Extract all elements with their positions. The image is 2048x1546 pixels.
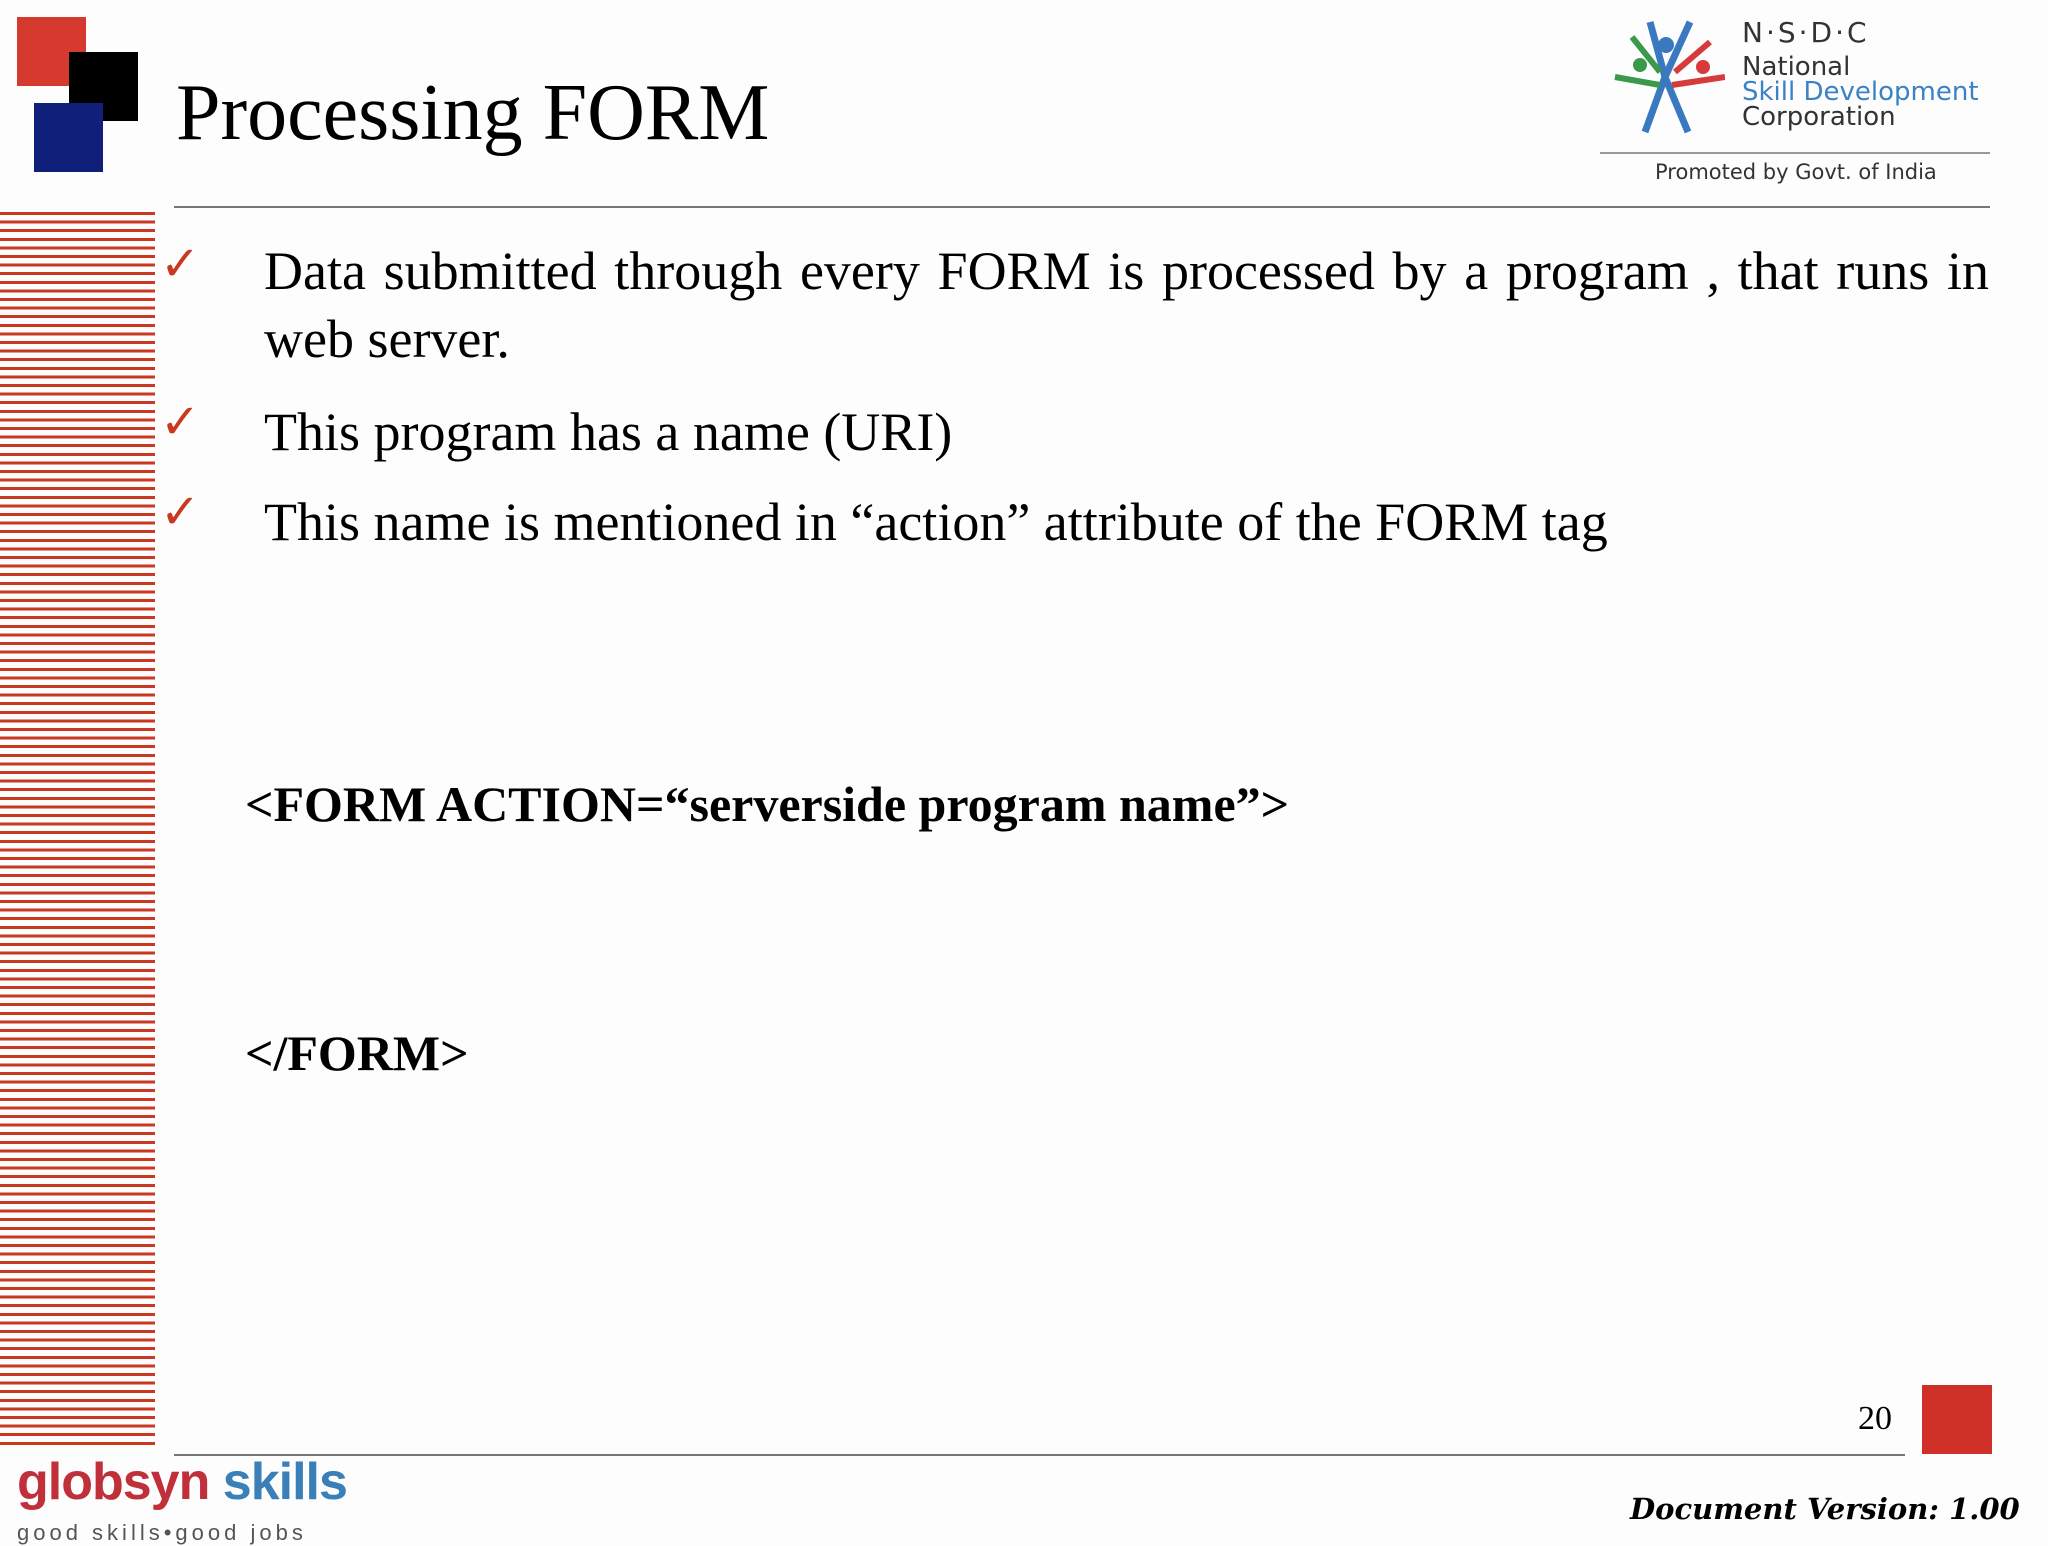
nsdc-abbr: N·S·D·C (1742, 16, 1870, 49)
footer-divider (174, 1454, 1905, 1456)
nsdc-line2: Skill Development (1742, 77, 1979, 107)
checkmark-icon: ✓ (160, 484, 201, 540)
skills-word: skills (222, 1453, 347, 1511)
header-divider (174, 206, 1990, 208)
nsdc-figures-icon (1610, 17, 1725, 137)
bullet-2: This program has a name (URI) (264, 402, 953, 462)
nsdc-line3: Corporation (1742, 102, 1896, 132)
code-form-open: <FORM ACTION=“serverside program name”> (245, 776, 1290, 832)
nsdc-tagline: Promoted by Govt. of India (1655, 160, 1937, 184)
globsyn-logo (17, 1452, 347, 1546)
bullet-1: Data submitted through every FORM is processed by a program , that runs in web server. (264, 241, 1989, 369)
checkmark-icon: ✓ (160, 394, 201, 450)
slide-title: Processing FORM (176, 69, 770, 157)
decor-stripes (0, 212, 155, 1445)
bullet-3: This name is mentioned in “action” attribute of the FORM tag (264, 492, 1608, 552)
globsyn-tagline: good skills•good jobs (17, 1520, 307, 1545)
checkmark-icon: ✓ (160, 236, 201, 292)
decor-square-blue (34, 103, 103, 172)
code-form-close: </FORM> (245, 1025, 469, 1081)
decor-square-footer (1922, 1385, 1992, 1454)
page-number: 20 (1858, 1400, 1892, 1437)
globsyn-word: globsyn (17, 1453, 210, 1511)
document-version: Document Version: 1.00 (1630, 1492, 2020, 1526)
nsdc-logo (1600, 12, 1995, 192)
nsdc-divider (1600, 152, 1990, 154)
nsdc-line1: National (1742, 52, 1851, 82)
